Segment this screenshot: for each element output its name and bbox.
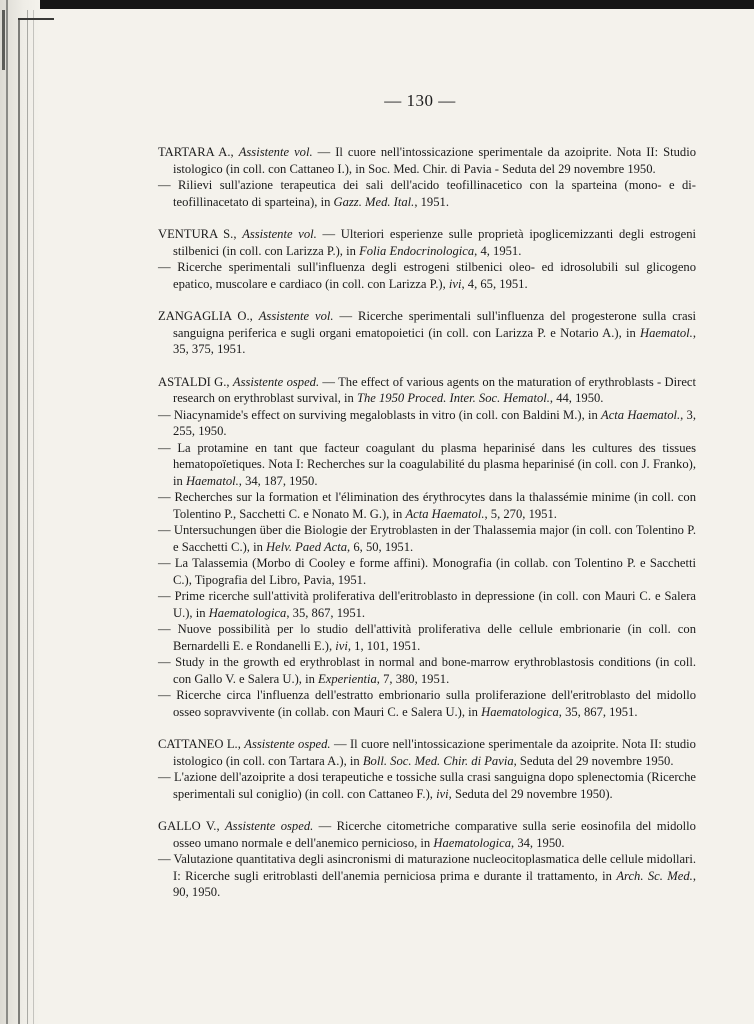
journal-title: Haematol. bbox=[640, 325, 693, 340]
author-name: GALLO V. bbox=[158, 819, 217, 833]
journal-title: Boll. Soc. Med. Chir. di Pavia bbox=[362, 753, 514, 768]
journal-title: Haematologica bbox=[481, 704, 559, 719]
author-entry: ASTALDI G., Assistente osped. — The effect of various agents on the maturation of erythroblasts - Direct research on erythroblast survival, in The 1950 Proced. Inter. Soc. Hematol., 44, 1950. bbox=[158, 374, 696, 405]
author-role: Assistente vol. bbox=[238, 145, 313, 159]
journal-title: Gazz. Med. Ital. bbox=[333, 194, 415, 209]
page-number: — 130 — bbox=[384, 91, 456, 110]
entry-citation: , 35, 867, 1951. bbox=[286, 605, 366, 620]
publication-entry bbox=[158, 654, 696, 687]
journal-title: The 1950 Proced. Inter. Soc. Hematol. bbox=[356, 391, 550, 405]
publication-entry bbox=[158, 489, 696, 522]
publication-entry bbox=[158, 522, 696, 555]
journal-title: Haematologica bbox=[208, 605, 287, 620]
entry-citation: , 4, 65, 1951. bbox=[461, 276, 528, 291]
publication-entry bbox=[158, 769, 696, 802]
publication-entry bbox=[158, 407, 696, 440]
author-name: ASTALDI G. bbox=[158, 374, 227, 389]
binding-line bbox=[33, 10, 34, 1024]
entry-text: — Nuove possibilità per lo studio dell'attività proliferativa delle cellule embrionarie (in coll. con Bernardelli E. e Rondanelli E.), bbox=[158, 622, 696, 653]
entry-text: — Il cuore nell'intossicazione sperimentale da azoiprite. Nota II: Studio istologico (in coll. con Cattaneo I.), in Soc. Med. Chir. di Pavia - Seduta del 29 novembre 1950. bbox=[173, 145, 696, 176]
author-role: Assistente osped. bbox=[244, 737, 331, 751]
entry-citation: , 34, 1950. bbox=[511, 835, 565, 850]
entry-text: — Study in the growth ed erythroblast in normal and bone-marrow erythroblastosis conditions (in coll. con Gallo V. e Salera U.), in bbox=[158, 655, 696, 686]
entry-text: — Valutazione quantitativa degli asincronismi di maturazione nucleocitoplasmatica delle cellule midollari. I: Ricerche sugli eritroblasti dell'anemia perniciosa prima e durante il trattamento, in bbox=[158, 852, 696, 883]
entry-citation: , 34, 187, 1950. bbox=[238, 473, 318, 488]
binding-line bbox=[6, 0, 8, 1024]
entry-text: — La protamine en tant que facteur coagulant du plasma heparinisé dans les cultures des tissues hematopoïetiques. Nota I: Recherches sur la coagulabilité du plasma heparinisé (in coll. con J. Franko), in bbox=[158, 440, 696, 488]
author-entry: TARTARA A., Assistente vol. — Il cuore nell'intossicazione sperimentale da azoiprite. Nota II: Studio istologico (in coll. con Cattaneo I.), in Soc. Med. Chir. di Pavia - Seduta del 29 novembre 1950. bbox=[158, 145, 696, 176]
entry-text: — Ulteriori esperienze sulle proprietà ipoglicemizzanti degli estrogeni stilbenici (in coll. con Larizza P.), in bbox=[173, 227, 696, 258]
author-role: Assistente vol. bbox=[242, 227, 317, 241]
author-name: VENTURA S. bbox=[158, 227, 234, 241]
entry-text: — Ricerche sperimentali sull'influenza degli estrogeni stilbenici oleo- ed idrosolubili sul glicogeno epatico, muscolare e cardiaco (in coll. con Larizza P.), bbox=[158, 260, 696, 291]
entry-citation: , 4, 1951. bbox=[474, 243, 522, 258]
entry-citation: , 1951. bbox=[414, 194, 449, 209]
entry-text: — L'azione dell'azoiprite a dosi terapeutiche e tossiche sulla crasi sanguigna dopo splenectomia (Ricerche sperimentali sul coniglio) (in coll. con Cattaneo F.), bbox=[158, 770, 696, 801]
author-entry: GALLO V., Assistente osped. — Ricerche citometriche comparative sulla serie eosinofila del midollo osseo umano normale e dell'anemico pernicioso, in Haematologica, 34, 1950. bbox=[158, 819, 696, 850]
bibliography-list bbox=[158, 144, 696, 917]
entry-text: — Rilievi sull'azione terapeutica dei sali dell'acido teofillinacetico con la sparteina (mono- e di-teofillinacetato di sparteina), in bbox=[158, 178, 696, 209]
journal-title: Helv. Paed Acta bbox=[266, 539, 348, 554]
author-role: Assistente vol. bbox=[258, 309, 334, 323]
entry-citation: , Seduta del 29 novembre 1950. bbox=[513, 753, 674, 768]
author-name: CATTANEO L. bbox=[158, 737, 238, 751]
entry-text: — Untersuchungen über die Biologie der Erytroblasten in der Thalassemia major (in coll. con Tolentino P. e Sacchetti C.), in bbox=[158, 523, 696, 554]
book-binding-edge bbox=[0, 0, 40, 1024]
entry-citation: , 35, 375, 1951. bbox=[173, 325, 696, 356]
author-name: ZANGAGLIA O. bbox=[158, 309, 250, 323]
journal-title: Acta Haematol. bbox=[601, 407, 681, 422]
binding-bracket bbox=[18, 18, 54, 20]
entry-text: — Ricerche circa l'influenza dell'estratto embrionario sulla proliferazione dell'eritroblasto del midollo osseo sopravvivente (in collab. con Mauri C. e Salera U.), in bbox=[158, 688, 696, 719]
journal-title: Arch. Sc. Med. bbox=[616, 868, 693, 883]
entry-citation: , 90, 1950. bbox=[173, 868, 696, 899]
entry-citation: , 6, 50, 1951. bbox=[347, 539, 414, 554]
journal-title: Acta Haematol. bbox=[405, 506, 485, 521]
entry-text: — Ricerche citometriche comparative sulla serie eosinofila del midollo osseo umano normale e dell'anemico pernicioso, in bbox=[173, 819, 696, 850]
scan-top-border bbox=[0, 0, 754, 9]
entry-citation: , 1, 101, 1951. bbox=[347, 638, 421, 653]
author-role: Assistente osped. bbox=[232, 374, 320, 389]
entry-citation: , Seduta del 29 novembre 1950). bbox=[448, 786, 613, 801]
publication-entry bbox=[158, 259, 696, 292]
publication-entry bbox=[158, 588, 696, 621]
journal-title: Haematol. bbox=[185, 473, 239, 488]
author-role: Assistente osped. bbox=[224, 819, 314, 833]
author-section bbox=[158, 374, 696, 721]
entry-citation: , 7, 380, 1951. bbox=[376, 671, 450, 686]
binding-stub bbox=[2, 10, 5, 70]
publication-entry bbox=[158, 440, 696, 490]
journal-title: Folia Endocrinologica bbox=[359, 243, 475, 258]
publication-entry bbox=[158, 555, 696, 588]
entry-text: — Il cuore nell'intossicazione sperimentale da azoiprite. Nota II: studio istologico (in coll. con Tartara A.), in bbox=[173, 737, 696, 768]
journal-title: Haematologica bbox=[433, 835, 512, 850]
entry-text: — Ricerche sperimentali sull'influenza del progesterone sulla crasi sanguigna periferica e sugli organi ematopoietici (in coll. con Larizza P. e Notario A.), in bbox=[173, 309, 696, 340]
journal-title: ivi bbox=[448, 276, 462, 291]
author-section bbox=[158, 308, 696, 358]
entry-citation: , 5, 270, 1951. bbox=[484, 506, 557, 521]
publication-entry bbox=[158, 851, 696, 901]
binding-line bbox=[18, 20, 20, 1024]
binding-line bbox=[27, 10, 28, 1024]
journal-title: ivi bbox=[436, 786, 449, 801]
publication-entry bbox=[158, 621, 696, 654]
author-entry: ZANGAGLIA O., Assistente vol. — Ricerche sperimentali sull'influenza del progesterone sulla crasi sanguigna periferica e sugli organi ematopoietici (in coll. con Larizza P. e Notario A.), in Haematol., 35, 375, 1951. bbox=[158, 309, 696, 356]
author-section bbox=[158, 226, 696, 292]
entry-text: — Prime ricerche sull'attività proliferativa dell'eritroblasto in depressione (in coll. con Mauri C. e Salera U.), in bbox=[158, 589, 696, 620]
entry-citation: , 44, 1950. bbox=[549, 391, 604, 405]
author-entry: CATTANEO L., Assistente osped. — Il cuore nell'intossicazione sperimentale da azoiprite. Nota II: studio istologico (in coll. con Tartara A.), in Boll. Soc. Med. Chir. di Pavia, Seduta del 29 novembre 1950. bbox=[158, 737, 696, 768]
entry-text: — Niacynamide's effect on surviving megaloblasts in vitro (in coll. con Baldini M.), in bbox=[158, 407, 602, 422]
publication-entry bbox=[158, 177, 696, 210]
publication-entry bbox=[158, 687, 696, 720]
entry-text: — The effect of various agents on the maturation of erythroblasts - Direct research on erythroblast survival, in bbox=[173, 374, 696, 405]
entry-text: — Recherches sur la formation et l'élimination des érythrocytes dans la thalassémie minime (in coll. con Tolentino P., Sacchetti C. e Nonato M. G.), in bbox=[158, 490, 696, 521]
author-entry: VENTURA S., Assistente vol. — Ulteriori esperienze sulle proprietà ipoglicemizzanti degli estrogeni stilbenici (in coll. con Larizza P.), in Folia Endocrinologica, 4, 1951. bbox=[158, 227, 696, 258]
author-section bbox=[158, 736, 696, 802]
entry-citation: , 35, 867, 1951. bbox=[558, 704, 638, 719]
author-name: TARTARA A. bbox=[158, 145, 231, 159]
entry-text: — La Talassemia (Morbo di Cooley e forme affini). Monografia (in collab. con Tolentino P. e Sacchetti C.), Tipografia del Libro, Pavia, 1951. bbox=[158, 556, 696, 587]
author-section bbox=[158, 144, 696, 210]
entry-citation: , 3, 255, 1950. bbox=[173, 407, 696, 438]
journal-title: ivi bbox=[335, 638, 348, 653]
journal-title: Experientia bbox=[318, 671, 377, 686]
author-section bbox=[158, 818, 696, 901]
